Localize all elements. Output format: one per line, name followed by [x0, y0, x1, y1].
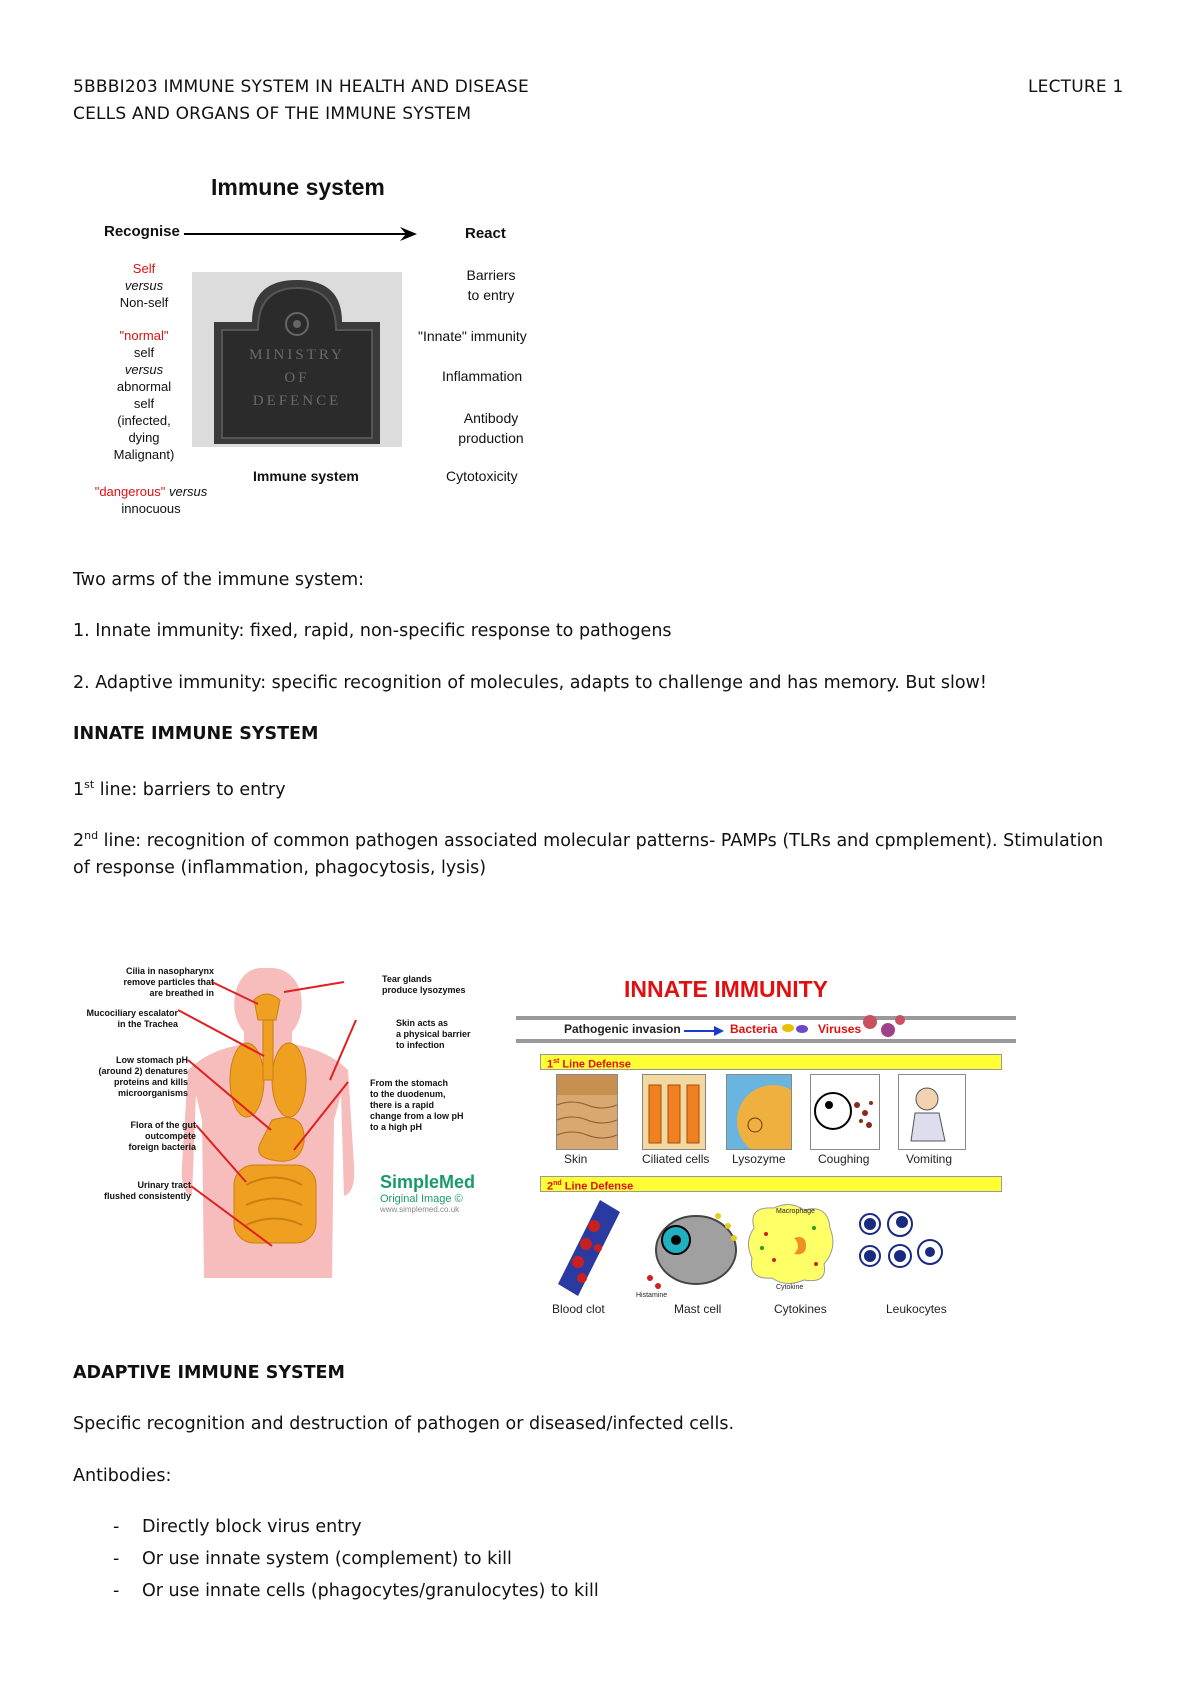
innate-immunity-figure — [512, 972, 1020, 1328]
innate-heading: INNATE IMMUNE SYSTEM — [73, 724, 319, 744]
ministry-plaque-image — [192, 272, 402, 447]
second-line-text: 2nd line: recognition of common pathogen associated molecular patterns- PAMPs (TLRs and cpmplement). Stimulation — [73, 829, 1104, 851]
abnormal-label: abnormal — [116, 379, 172, 394]
self-label: Self — [132, 261, 156, 276]
cytokine-label: Cytokine — [776, 1284, 804, 1291]
second-line-bar: 2nd Line Defense — [540, 1176, 1002, 1192]
innate-immunity-label: "Innate" immunity — [418, 328, 527, 344]
duodenum-label-1: From the stomach — [370, 1078, 449, 1088]
production-label: production — [458, 430, 524, 446]
blood-clot-caption: Blood clot — [552, 1302, 605, 1316]
course-title: 5BBBI203 IMMUNE SYSTEM IN HEALTH AND DISEASE — [73, 77, 529, 97]
adaptive-heading: ADAPTIVE IMMUNE SYSTEM — [73, 1363, 345, 1383]
ciliated-cells-tile — [642, 1074, 706, 1150]
cilia-label-2: remove particles that — [123, 977, 214, 987]
figure-title: Immune system — [211, 174, 385, 200]
innate-figure-title: INNATE IMMUNITY — [624, 976, 829, 1002]
lysozyme-caption: Lysozyme — [732, 1152, 786, 1166]
innocuous-label: innocuous — [121, 501, 181, 516]
ciliated-caption: Ciliated cells — [642, 1152, 710, 1166]
first-line-bar: 1st Line Defense — [540, 1054, 1002, 1070]
list-item: - Or use innate cells (phagocytes/granulocytes) to kill — [113, 1581, 599, 1601]
two-arms-text: Two arms of the immune system: — [73, 570, 365, 590]
cilia-label-1: Cilia in nasopharynx — [125, 966, 214, 976]
barriers-label: Barriers — [466, 267, 516, 283]
immune-system-figure — [96, 170, 556, 530]
versus-label: versus — [124, 278, 164, 293]
normal-label: "normal" — [119, 328, 169, 343]
page-subtitle: CELLS AND ORGANS OF THE IMMUNE SYSTEM — [73, 104, 472, 124]
versus-label-2: versus — [124, 362, 164, 377]
lysozyme-tile — [726, 1074, 792, 1150]
arrow-right-icon — [684, 1026, 724, 1036]
list-item: - Or use innate system (complement) to kill — [113, 1549, 512, 1569]
antibodies-label: Antibodies: — [73, 1466, 172, 1486]
nonself-label: Non-self — [119, 295, 169, 310]
plaque-defence: DEFENCE — [252, 393, 342, 409]
dangerous-label: "dangerous" — [94, 484, 166, 499]
mast-cell-caption: Mast cell — [674, 1302, 722, 1316]
arrow-right-icon — [184, 226, 419, 242]
cytotoxicity-label: Cytotoxicity — [446, 468, 518, 484]
mucociliary-label-1: Mucociliary escalator — [86, 1008, 178, 1018]
adaptive-definition: 2. Adaptive immunity: specific recognition of molecules, adapts to challenge and has memory. But slow! — [73, 673, 987, 693]
skin-caption: Skin — [564, 1152, 588, 1166]
duodenum-label-3: there is a rapid — [370, 1100, 435, 1110]
duodenum-label-2: to the duodenum, — [370, 1089, 446, 1099]
vomiting-tile — [898, 1074, 966, 1150]
skin-label-1: Skin acts as — [396, 1018, 449, 1028]
flora-label-1: Flora of the gut — [130, 1120, 196, 1130]
coughing-tile — [810, 1074, 880, 1150]
self-label-3: self — [133, 396, 155, 411]
recognise-label: Recognise — [104, 223, 180, 240]
flora-label-3: foreign bacteria — [128, 1142, 196, 1152]
lecture-label: LECTURE 1 — [1028, 77, 1124, 97]
plaque-ministry: MINISTRY — [249, 347, 345, 363]
vomiting-caption: Vomiting — [906, 1152, 953, 1166]
list-item: - Directly block virus entry — [113, 1517, 362, 1537]
urinary-label-2: flushed consistently — [103, 1191, 191, 1201]
self-label-2: self — [133, 345, 155, 360]
pathogenic-invasion-label: Pathogenic invasion — [564, 1022, 681, 1036]
skin-tile — [556, 1074, 618, 1150]
simplemed-logo: SimpleMed Original Image © www.simplemed.co.uk — [380, 1172, 476, 1214]
stomach-label-2: (around 2) denatures — [98, 1066, 188, 1076]
react-label: React — [465, 225, 506, 242]
body-barriers-figure — [66, 960, 486, 1278]
infected-label: (infected, — [117, 413, 171, 428]
mucociliary-label-2: in the Trachea — [117, 1019, 178, 1029]
dying-label: dying — [128, 430, 160, 445]
blood-clot-image — [554, 1198, 624, 1303]
stomach-label-3: proteins and kills — [113, 1077, 188, 1087]
plaque-of: OF — [284, 370, 310, 386]
tear-label-1: Tear glands — [382, 974, 432, 984]
inflammation-label: Inflammation — [442, 368, 523, 384]
antibody-list — [68, 1516, 768, 1612]
viruses-label: Viruses — [818, 1022, 862, 1036]
mast-cell-image — [642, 1198, 742, 1303]
tear-label-2: produce lysozymes — [382, 985, 466, 995]
to-entry-label: to entry — [467, 287, 515, 303]
malignant-label: Malignant) — [113, 447, 175, 462]
cilia-label-3: are breathed in — [149, 988, 214, 998]
antibody-label: Antibody — [463, 410, 519, 426]
stomach-label-4: microorganisms — [117, 1088, 188, 1098]
second-line-continued: of response (inflammation, phagocytosis, lysis) — [73, 858, 487, 878]
innate-definition: 1. Innate immunity: fixed, rapid, non-specific response to pathogens — [73, 621, 672, 641]
versus-label-3: versus — [169, 484, 208, 499]
skin-label-3: to infection — [396, 1040, 445, 1050]
duodenum-label-4: change from a low pH — [370, 1111, 464, 1121]
adaptive-description: Specific recognition and destruction of pathogen or diseased/infected cells. — [73, 1414, 735, 1434]
urinary-label-1: Urinary tract — [137, 1180, 191, 1190]
skin-label-2: a physical barrier — [396, 1029, 471, 1039]
duodenum-label-5: to a high pH — [370, 1122, 422, 1132]
bacteria-icon — [780, 1020, 810, 1036]
stomach-label-1: Low stomach pH — [115, 1055, 188, 1065]
coughing-caption: Coughing — [818, 1152, 870, 1166]
first-line-text: 1st line: barriers to entry — [73, 778, 286, 800]
cytokines-caption: Cytokines — [774, 1302, 827, 1316]
macrophage-label: Macrophage — [776, 1208, 815, 1215]
bacteria-label: Bacteria — [730, 1022, 778, 1036]
leukocytes-image — [856, 1208, 946, 1283]
figure-caption: Immune system — [253, 468, 359, 484]
histamine-label: Histamine — [636, 1292, 668, 1299]
leukocytes-caption: Leukocytes — [886, 1302, 947, 1316]
flora-label-2: outcompete — [144, 1131, 196, 1141]
